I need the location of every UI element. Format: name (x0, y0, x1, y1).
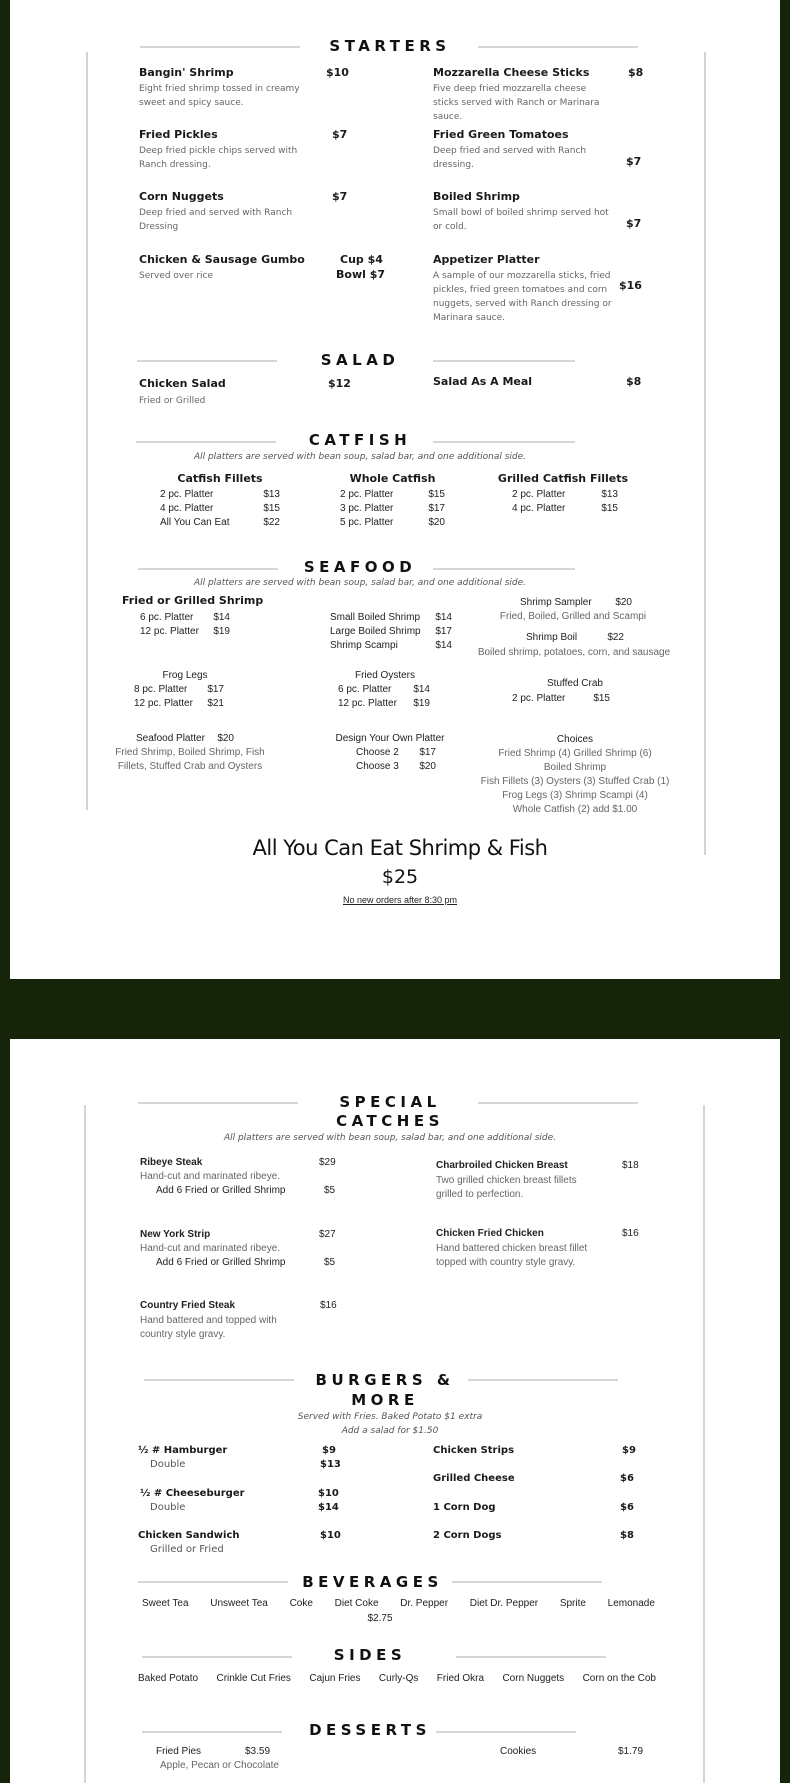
row-price: $20 (419, 761, 436, 772)
item-desc: Deep fried and served with Ranch dressing. (433, 146, 587, 170)
price-list (338, 683, 430, 711)
row-label: 5 pc. Platter (340, 517, 394, 528)
item-desc: Small bowl of boiled shrimp served hot or cold. (433, 208, 609, 232)
item-price: $27 (319, 1229, 336, 1240)
section-rule (478, 1102, 638, 1104)
item-sub-price: $13 (320, 1459, 341, 1470)
price-list (512, 692, 610, 706)
row-price: $15 (263, 503, 280, 514)
title-line: BURGERS & (315, 1371, 455, 1389)
row-label: 4 pc. Platter (160, 503, 214, 514)
item-desc: A sample of our mozzarella sticks, fried pickles, fried green tomatoes and corn nuggets, served with Ranch dressing or Marinara sauce. (433, 271, 612, 323)
section-rule (433, 360, 575, 362)
title-line: MORE (351, 1391, 419, 1409)
choice-line: Fish Fillets (3) Oysters (3) Stuffed Crab (1) (480, 776, 670, 787)
item-name: Shrimp Sampler (520, 597, 592, 608)
row-price: $15 (593, 693, 610, 704)
beverage-item: Diet Dr. Pepper (469, 1598, 539, 1609)
sides-list (138, 1673, 656, 1684)
item-name: Corn Nuggets (139, 190, 224, 203)
item-name: Shrimp Boil (526, 632, 578, 643)
row-label: 2 pc. Platter (340, 489, 394, 500)
item-name: New York Strip (140, 1229, 211, 1240)
item-price: $8 (628, 66, 644, 79)
item-price: $8 (626, 375, 642, 388)
section-rule (468, 1379, 618, 1381)
burger-note: Add a salad for $1.50 (341, 1426, 439, 1436)
row-price: $15 (601, 503, 618, 514)
group-name: Design Your Own Platter (335, 733, 445, 744)
ayce-title: All You Can Eat Shrimp & Fish (252, 836, 548, 860)
addon-name: Add 6 Fried or Grilled Shrimp (156, 1257, 286, 1268)
row-price: $13 (601, 489, 618, 500)
item-desc: Fried, Boiled, Grilled and Scampi (499, 611, 647, 622)
row-label: 2 pc. Platter (160, 489, 214, 500)
row-label: Choose 2 (356, 747, 399, 758)
beverage-item: Unsweet Tea (210, 1598, 268, 1609)
section-rule (456, 1656, 606, 1658)
section-title-beverages: BEVERAGES (302, 1573, 443, 1591)
item-desc: Hand battered chicken breast fillet topped with country style gravy. (436, 1243, 588, 1268)
right-border-line (704, 52, 706, 855)
section-rule (433, 568, 575, 570)
row-label: 12 pc. Platter (140, 626, 199, 637)
side-item: Baked Potato (138, 1673, 199, 1684)
row-label: Small Boiled Shrimp (330, 612, 421, 623)
menu-page-1 (10, 0, 780, 979)
row-price: $14 (413, 684, 430, 695)
section-rule (138, 1581, 288, 1583)
item-name: Chicken Salad (139, 377, 226, 390)
item-desc: Eight fried shrimp tossed in creamy sweet and spicy sauce. (139, 84, 300, 108)
item-desc: Boiled shrimp, potatoes, corn, and sausage (477, 647, 671, 658)
addon-price: $5 (324, 1257, 336, 1268)
section-title-salad: SALAD (320, 351, 400, 369)
row-label: 12 pc. Platter (338, 698, 397, 709)
group-name: Grilled Catfish Fillets (497, 472, 629, 485)
item-name: 1 Corn Dog (433, 1502, 496, 1513)
item-name: Chicken & Sausage Gumbo (139, 253, 305, 266)
beverage-price: $2.75 (367, 1613, 393, 1624)
price-list (330, 611, 452, 653)
item-price-bowl: Bowl $7 (336, 268, 386, 281)
row-label: 3 pc. Platter (340, 503, 394, 514)
beverage-list (142, 1598, 655, 1609)
choice-line: Boiled Shrimp (543, 762, 607, 773)
item-price: $12 (328, 377, 351, 390)
row-label: 6 pc. Platter (338, 684, 392, 695)
item-price: $16 (320, 1300, 337, 1311)
item-name: Mozzarella Cheese Sticks (433, 66, 590, 79)
row-label: 4 pc. Platter (512, 503, 566, 514)
row-price: $19 (413, 698, 430, 709)
section-title-burgers (300, 1370, 470, 1410)
section-title-seafood: SEAFOOD (303, 558, 417, 576)
beverage-item: Lemonade (607, 1598, 655, 1609)
item-price: $3.59 (245, 1746, 271, 1757)
row-label: Choose 3 (356, 761, 399, 772)
row-price: $21 (207, 698, 224, 709)
item-desc: Hand-cut and marinated ribeye. (140, 1243, 281, 1254)
item-name: 2 Corn Dogs (433, 1530, 502, 1541)
row-price: $14 (435, 640, 452, 651)
item-desc: Two grilled chicken breast fillets grilled to perfection. (436, 1175, 577, 1200)
item-name: Fried Pies (156, 1746, 202, 1757)
catfish-group (488, 472, 638, 516)
row-label: 8 pc. Platter (134, 684, 188, 695)
side-item: Corn on the Cob (582, 1673, 656, 1684)
addon-name: Add 6 Fried or Grilled Shrimp (156, 1185, 286, 1196)
item-price: $29 (319, 1157, 336, 1168)
item-name: Seafood Platter (136, 733, 205, 744)
item-price: $1.79 (618, 1746, 644, 1757)
item-price: $10 (318, 1488, 339, 1499)
section-rule (478, 46, 638, 48)
item-price: $18 (622, 1160, 639, 1171)
beverage-item: Sweet Tea (142, 1598, 189, 1609)
section-title-sides: SIDES (333, 1646, 407, 1664)
item-desc: Served over rice (139, 271, 214, 281)
side-item: Corn Nuggets (502, 1673, 565, 1684)
item-desc: Five deep fried mozzarella cheese sticks served with Ranch or Marinara sauce. (433, 84, 600, 122)
platter-note: All platters are served with bean soup, salad bar, and one additional side. (223, 1133, 557, 1143)
price-list (356, 746, 436, 774)
item-desc: Hand-cut and marinated ribeye. (140, 1171, 281, 1182)
group-name: Whole Catfish (349, 472, 436, 485)
item-price: $7 (332, 128, 348, 141)
section-rule (138, 568, 278, 570)
section-rule (137, 360, 277, 362)
beverage-item: Sprite (559, 1598, 586, 1609)
choice-line: Whole Catfish (2) add $1.00 (512, 804, 638, 815)
side-item: Crinkle Cut Fries (216, 1673, 291, 1684)
shrimp-sampler (520, 597, 632, 608)
item-desc (110, 746, 270, 774)
price-list (140, 611, 230, 639)
title-line: SPECIAL (339, 1093, 441, 1111)
choice-line: Fried Shrimp (4) Grilled Shrimp (6) (498, 748, 652, 759)
item-price-cup: Cup $4 (340, 253, 383, 266)
title-line: CATCHES (336, 1112, 444, 1130)
row-price: $22 (263, 517, 280, 528)
item-desc: Fried or Grilled (139, 396, 206, 406)
row-label: 2 pc. Platter (512, 489, 566, 500)
item-name: Salad As A Meal (433, 375, 533, 388)
item-sub-price: $14 (318, 1502, 339, 1513)
row-label: Large Boiled Shrimp (330, 626, 421, 637)
row-label: Shrimp Scampi (330, 640, 398, 651)
section-rule (433, 441, 575, 443)
item-price: $20 (217, 733, 234, 744)
section-rule (142, 1656, 292, 1658)
section-rule (138, 1102, 298, 1104)
item-name: Fried Green Tomatoes (433, 128, 569, 141)
side-item: Fried Okra (436, 1673, 485, 1684)
group-name: Fried Oysters (354, 670, 415, 681)
group-name: Frog Legs (162, 670, 208, 681)
item-price: $9 (622, 1445, 636, 1456)
row-price: $14 (435, 612, 452, 623)
desc-line: Fillets, Stuffed Crab and Oysters (117, 761, 263, 772)
seafood-platter (136, 733, 234, 744)
item-price: $9 (322, 1445, 336, 1456)
ayce-note: No new orders after 8:30 pm (342, 895, 458, 905)
row-price: $20 (428, 517, 445, 528)
item-name: Chicken Fried Chicken (436, 1228, 544, 1239)
row-price: $14 (213, 612, 230, 623)
item-price: $6 (620, 1502, 634, 1513)
item-price: $8 (620, 1530, 634, 1541)
row-price: $17 (435, 626, 452, 637)
burger-note: Served with Fries. Baked Potato $1 extra (297, 1412, 483, 1422)
section-rule (436, 1731, 576, 1733)
platter-note: All platters are served with bean soup, salad bar, and one additional side. (193, 578, 527, 588)
platter-note: All platters are served with bean soup, salad bar, and one additional side. (193, 452, 527, 462)
section-title-starters: STARTERS (329, 37, 451, 55)
choices-title: Choices (556, 734, 594, 745)
menu-page-2 (10, 1039, 780, 1783)
left-border-line (84, 1105, 86, 1783)
addon-price: $5 (324, 1185, 336, 1196)
section-title-desserts: DESSERTS (309, 1721, 431, 1739)
item-price: $7 (332, 190, 348, 203)
row-price: $15 (428, 489, 445, 500)
choices-list (480, 733, 670, 817)
section-title-catfish: CATFISH (308, 431, 412, 449)
row-label: All You Can Eat (160, 517, 230, 528)
item-desc: Deep fried and served with Ranch Dressing (139, 208, 293, 232)
side-item: Cajun Fries (309, 1673, 361, 1684)
item-price: $22 (607, 632, 624, 643)
row-label: 6 pc. Platter (140, 612, 194, 623)
group-name: Fried or Grilled Shrimp (122, 594, 264, 607)
row-price: $17 (419, 747, 436, 758)
group-name: Stuffed Crab (547, 678, 603, 689)
section-title-special-catches (300, 1093, 480, 1131)
price-list (134, 683, 224, 711)
item-name: Country Fried Steak (140, 1300, 236, 1311)
shrimp-boil (526, 632, 624, 643)
item-price: $16 (622, 1228, 639, 1239)
item-price: $20 (615, 597, 632, 608)
item-name: ½ # Cheeseburger (140, 1488, 245, 1499)
item-sub: Double (150, 1502, 186, 1513)
item-desc: Apple, Pecan or Chocolate (160, 1760, 279, 1771)
item-name: Bangin' Shrimp (139, 66, 234, 79)
item-sub: Double (150, 1459, 186, 1470)
section-rule (136, 441, 276, 443)
item-price: $6 (620, 1473, 634, 1484)
item-price: $16 (619, 279, 642, 292)
side-item: Curly-Qs (378, 1673, 419, 1684)
catfish-group (340, 472, 445, 530)
item-price: $10 (320, 1530, 341, 1541)
item-desc: Deep fried pickle chips served with Ranch dressing. (139, 146, 298, 170)
row-price: $13 (263, 489, 280, 500)
desc-line: Fried Shrimp, Boiled Shrimp, Fish (115, 747, 265, 758)
catfish-group (160, 472, 280, 530)
item-price: $7 (626, 217, 642, 230)
row-price: $19 (213, 626, 230, 637)
ayce-price: $25 (381, 866, 419, 888)
item-name: Grilled Cheese (433, 1473, 515, 1484)
item-name: Appetizer Platter (433, 253, 540, 266)
item-name: Boiled Shrimp (433, 190, 520, 203)
section-rule (452, 1581, 602, 1583)
item-name: ½ # Hamburger (138, 1445, 228, 1456)
item-name: Chicken Sandwich (138, 1530, 240, 1541)
item-name: Fried Pickles (139, 128, 218, 141)
item-price: $10 (326, 66, 349, 79)
item-name: Ribeye Steak (140, 1157, 203, 1168)
beverage-item: Dr. Pepper (400, 1598, 449, 1609)
section-rule (142, 1731, 282, 1733)
row-label: 2 pc. Platter (512, 693, 566, 704)
item-price: $7 (626, 155, 642, 168)
section-rule (144, 1379, 294, 1381)
item-desc: Hand battered and topped with country style gravy. (140, 1315, 277, 1340)
row-price: $17 (428, 503, 445, 514)
choice-line: Frog Legs (3) Shrimp Scampi (4) (502, 790, 648, 801)
section-rule (140, 46, 300, 48)
item-sub: Grilled or Fried (150, 1544, 224, 1555)
row-label: 12 pc. Platter (134, 698, 193, 709)
beverage-item: Coke (289, 1598, 313, 1609)
item-name: Charbroiled Chicken Breast (436, 1160, 568, 1171)
item-name: Chicken Strips (433, 1445, 515, 1456)
right-border-line (703, 1105, 705, 1783)
item-name: Cookies (500, 1746, 537, 1757)
beverage-item: Diet Coke (334, 1598, 379, 1609)
left-border-line (86, 52, 88, 810)
row-price: $17 (207, 684, 224, 695)
group-name: Catfish Fillets (177, 472, 263, 485)
